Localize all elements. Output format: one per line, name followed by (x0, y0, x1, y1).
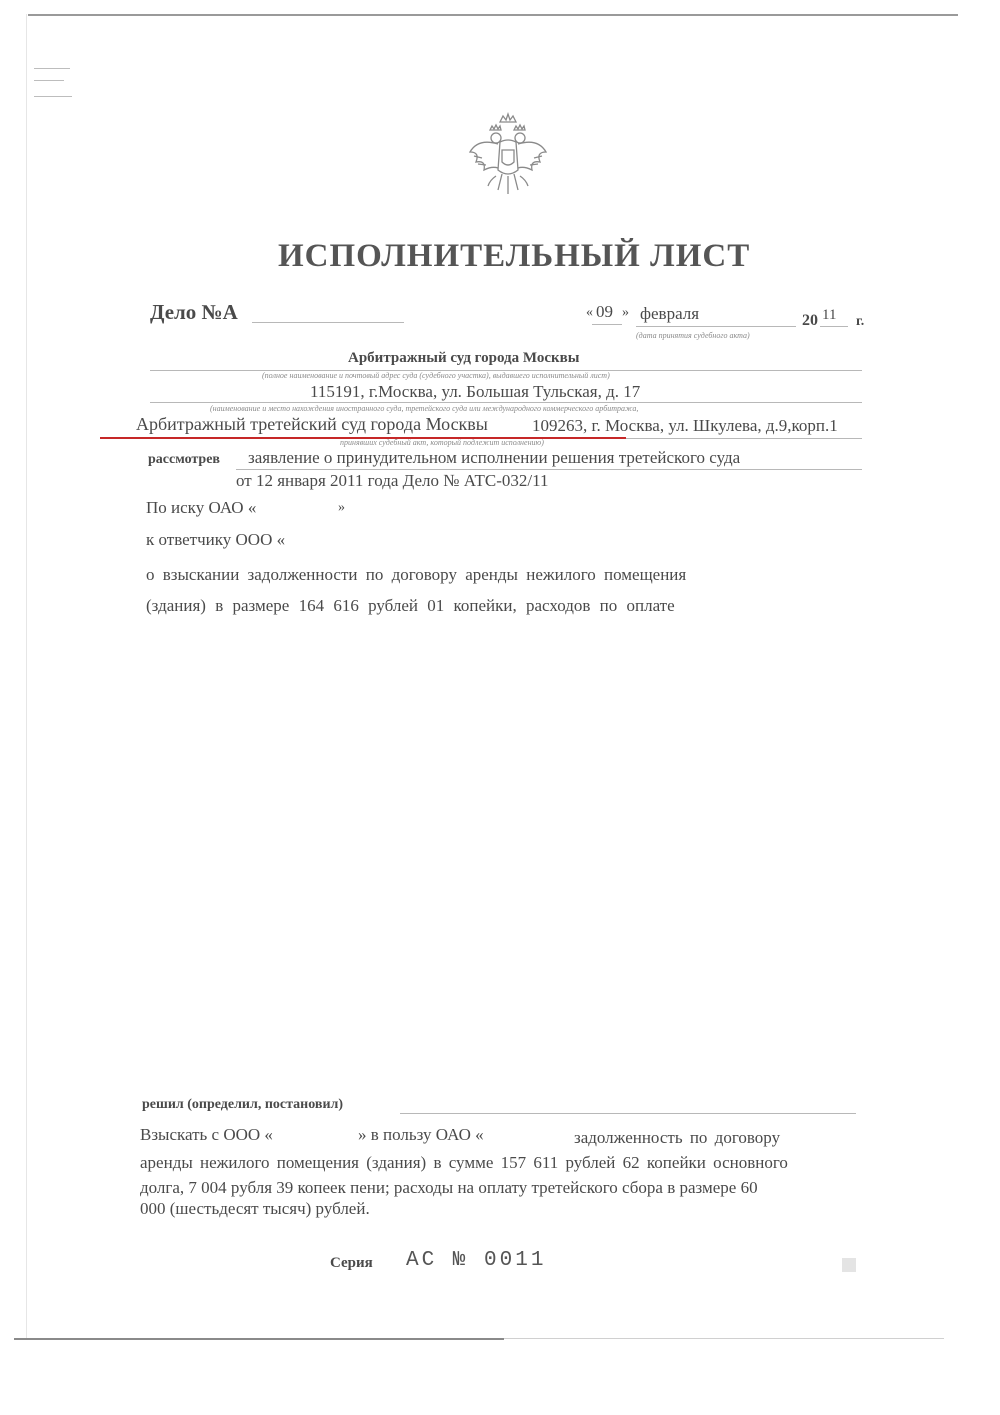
decided-label: решил (определил, постановил) (142, 1097, 344, 1112)
defendant-line: к ответчику ООО « (146, 530, 286, 549)
scan-artifact (842, 1258, 856, 1272)
decision-line-4: 000 (шестьдесят тысяч) рублей. (140, 1199, 370, 1218)
margin-mark (34, 80, 64, 81)
considered-line-1: заявление о принудительном исполнении решения третейского суда (248, 448, 741, 467)
case-label: Дело №А (150, 300, 238, 324)
date-caption: (дата принятия судебного акта) (636, 331, 750, 340)
date-year-prefix: 20 (802, 312, 818, 329)
considered-line-2: от 12 января 2011 года Дело № АТС-032/11 (236, 471, 549, 490)
court-address-line (150, 402, 862, 403)
subject-line-2: (здания) в размере 164 616 рублей 01 копейки, расходов по оплате (146, 596, 675, 615)
date-suffix: г. (856, 314, 865, 329)
decision-line-1-c: задолженность по договору (574, 1128, 781, 1147)
decision-line-2: аренды нежилого помещения (здания) в сумме 157 611 рублей 62 копейки основного (140, 1153, 788, 1172)
scan-edge-left (26, 14, 27, 1339)
considered-label: рассмотрев (148, 452, 220, 467)
scan-edge-bottom-faint (504, 1338, 944, 1339)
scan-edge-top (28, 14, 958, 16)
date-day-line (592, 324, 622, 325)
considered-line (236, 469, 862, 470)
court-name: Арбитражный суд города Москвы (348, 350, 580, 366)
arbitration-caption: (наименование и место нахождения иностранного суда, третейского суда или международного коммерческого арбитража, (210, 404, 639, 413)
decision-line-1-a: Взыскать с ООО « (140, 1125, 273, 1144)
date-month-line (636, 326, 796, 327)
date-open-quote: « (586, 305, 593, 320)
russian-coat-of-arms-icon (460, 108, 556, 204)
margin-mark (34, 68, 70, 69)
date-year-suffix: 11 (822, 307, 837, 323)
decision-line-3: долга, 7 004 рубля 39 копеек пени; расходы на оплату третейского сбора в размере 60 (140, 1178, 758, 1197)
arbitration-caption-2: принявших судебный акт, который подлежит исполнению) (340, 438, 544, 447)
decision-line-1-b: » в пользу ОАО « (358, 1125, 484, 1144)
claim-close: » (338, 500, 345, 515)
scan-edge-bottom (14, 1338, 504, 1340)
series-number: АС № 0011 (406, 1249, 547, 1272)
margin-mark (34, 96, 72, 97)
decided-line (400, 1113, 856, 1114)
arbitration-line (626, 438, 862, 439)
arbitration-name: Арбитражный третейский суд города Москвы (136, 414, 488, 434)
document-title: ИСПОЛНИТЕЛЬНЫЙ ЛИСТ (278, 238, 751, 274)
case-number-line (252, 322, 404, 323)
series-label: Серия (330, 1255, 373, 1271)
date-day: 09 (596, 302, 613, 321)
date-year-line (820, 326, 848, 327)
subject-line-1: о взыскании задолженности по договору аренды нежилого помещения (146, 565, 687, 584)
arbitration-address: 109263, г. Москва, ул. Шкулева, д.9,корп.1 (532, 416, 838, 435)
date-close-quote: » (622, 305, 629, 320)
court-address: 115191, г.Москва, ул. Большая Тульская, д. 17 (310, 382, 641, 401)
claim-line: По иску ОАО « (146, 498, 257, 517)
court-caption: (полное наименование и почтовый адрес суда (судебного участка), выдавшего исполнительный лист) (262, 371, 610, 380)
date-month: февраля (640, 304, 700, 323)
